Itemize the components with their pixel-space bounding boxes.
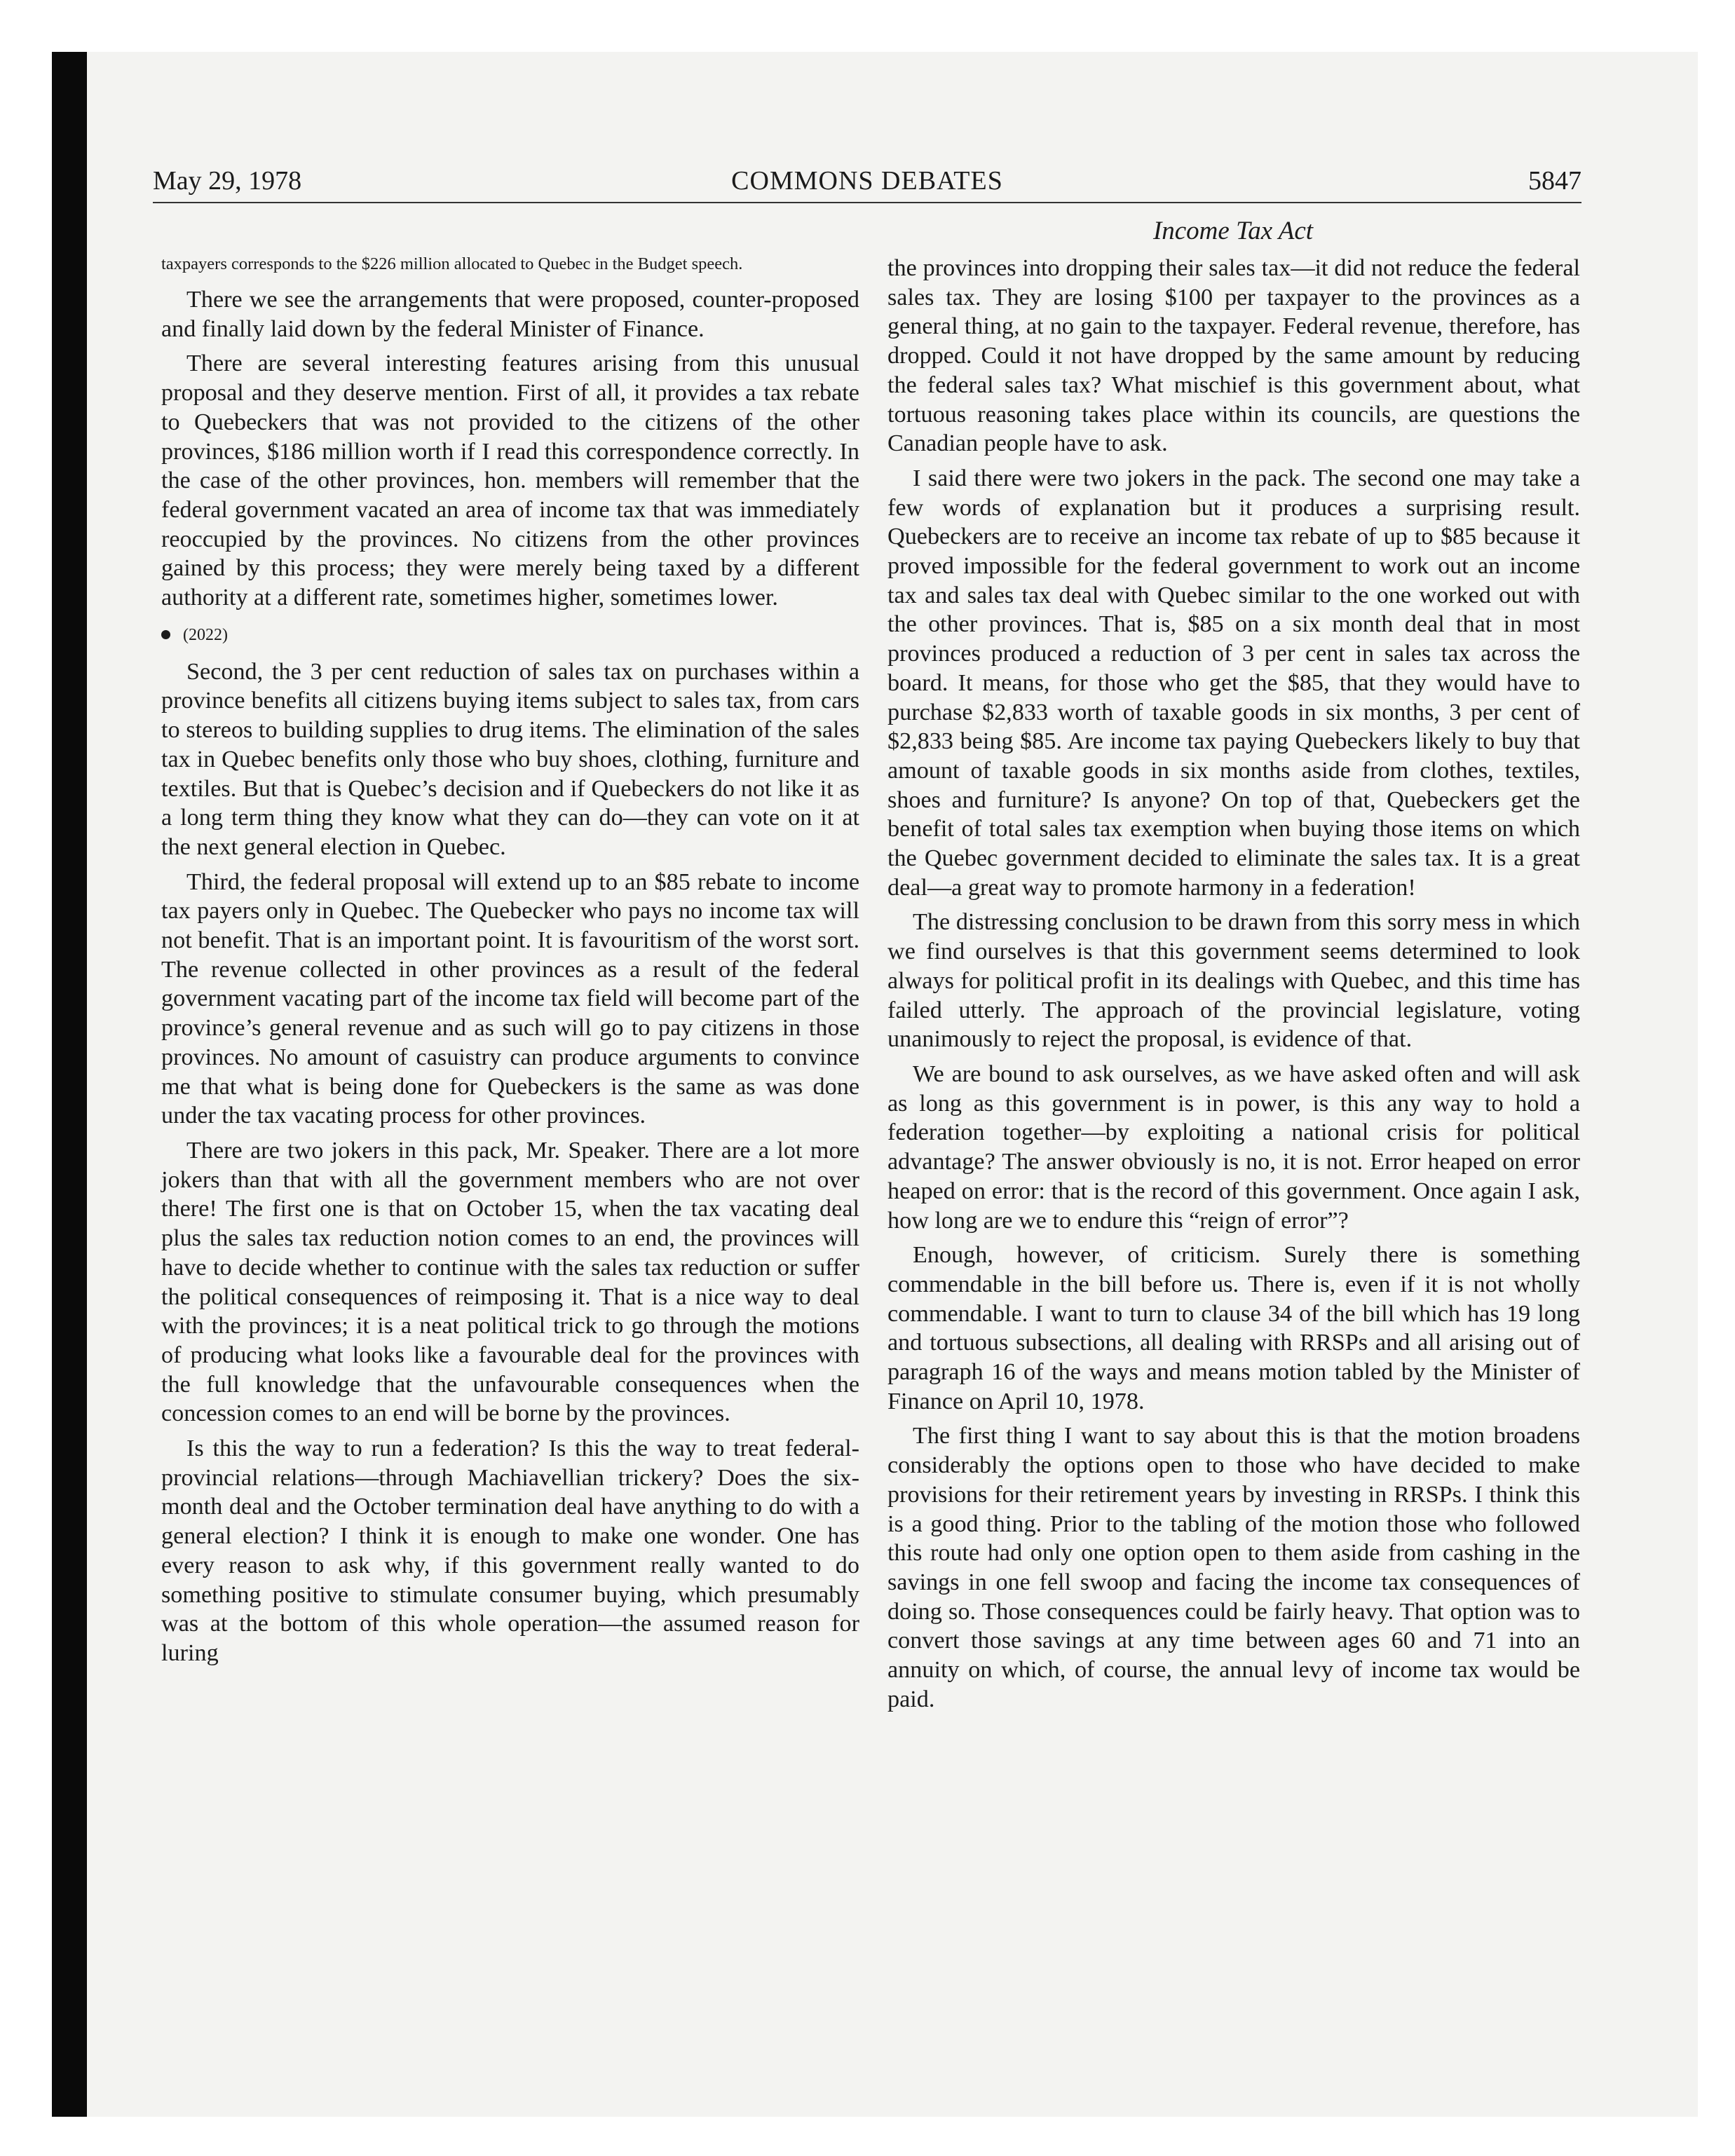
left-column — [161, 252, 859, 1674]
time-marker — [161, 621, 859, 649]
left-intro-paragraph: taxpayers corresponds to the $226 million allocated to Quebec in the Budget speech. — [161, 254, 743, 273]
section-title: Income Tax Act — [1152, 217, 1314, 245]
right-paragraph-1: I said there were two jokers in the pack. The second one may take a few words of explanation but it produces a surprising result. Quebeckers are to receive an income tax rebate of up to $85 because it proved impossible for the federal government to work out an income tax and sales tax deal with Quebec similar to the one worked out with the other provinces. That is, $85 on a six month deal that in most provinces produced a reduction of 3 per cent in sales tax across the board. It means, for those who get the $85, that they would have to purchase $2,833 worth of taxable goods in six months, 3 per cent of $2,833 being $85. Are income tax paying Quebeckers likely to buy that amount of taxable goods in six months aside from clothes, textiles, shoes and furniture? Is anyone? On top of that, Quebeckers get the benefit of total sales tax exemption when buying those items on which the Quebec government decided to eliminate the sales tax. It is a great deal—a great way to promote harmony in a federation! — [887, 465, 1580, 901]
left-paragraph-5: There are two jokers in this pack, Mr. Speaker. There are a lot more jokers than that with all the government members who are not over there! The first one is that on October 15, when the tax vacating deal plus the sales tax reduction notion comes to an end, the provinces will have to decide whether to continue with the sales tax reduction or suffer the political consequences of reimposing it. That is a nice way to deal with the provinces; it is a neat political trick to go through the motions of producing what looks like a favourable deal for the provinces with the full knowledge that the unfavourable consequences when the concession comes to an end will be borne by the provinces. — [161, 1137, 859, 1427]
left-paragraph-3: Second, the 3 per cent reduction of sales tax on purchases within a province benefits all citizens buying items subject to sales tax, from cars to stereos to building supplies to drug items. The elimination of the sales tax in Quebec benefits only those who buy shoes, clothing, furniture and textiles. But that is Quebec’s decision and if Quebeckers do not like it as a long term thing they know what they can do—they can vote on it at the next general election in Quebec. — [161, 658, 859, 860]
right-paragraph-3: We are bound to ask ourselves, as we have asked often and will ask as long as this government is in power, is this any way to hold a federation together—by exploiting a national crisis for political advantage? The answer obviously is no, it is not. Error heaped on error heaped on error: that is the record of this government. Once again I ask, how long are we to endure this “reign of error”? — [887, 1060, 1580, 1234]
running-header — [153, 160, 1581, 203]
right-paragraph-5: The first thing I want to say about this is that the motion broadens considerably the options open to those who have decided to make provisions for their retirement years by investing in RRSPs. I think this is a good thing. Prior to the tabling of the motion those who followed this route had only one option open to them aside from cashing in the savings in one fell swoop and facing the income tax consequences of doing so. Those consequences could be fairly heavy. That option was to convert those savings at any time between ages 60 and 71 into an annuity on which, of course, the annual levy of income tax would be paid. — [887, 1423, 1580, 1712]
right-paragraph-2: The distressing conclusion to be drawn from this sorry mess in which we find ourselves is that this government seems determined to look always for political profit in its dealings with Quebec, and this time has failed utterly. The approach of the provincial legislature, voting unanimously to reject the proposal, is evidence of that. — [887, 909, 1580, 1053]
time-marker-label: (2022) — [183, 625, 228, 644]
header-date: May 29, 1978 — [153, 166, 302, 196]
left-paragraph-1: There we see the arrangements that were proposed, counter-proposed and finally laid down by the federal Minister of Finance. — [161, 287, 859, 342]
scan-margin — [0, 0, 52, 2156]
scan-edge-bar — [52, 52, 87, 2117]
right-paragraph-0: the provinces into dropping their sales tax—it did not reduce the federal sales tax. They are losing $100 per taxpayer to the provinces as a general thing, at no gain to the taxpayer. Federal revenue, therefore, has dropped. Could it not have dropped by the same amount by reducing the federal sales tax? What mischief is this government about, what tortuous reasoning takes place within its councils, are questions the Canadian people have to ask. — [887, 255, 1580, 457]
right-paragraph-4: Enough, however, of criticism. Surely there is something commendable in the bill before us. There is, even if it is not wholly commendable. I want to turn to clause 34 of the bill which has 19 long and tortuous subsections, all dealing with RRSPs and all arising out of paragraph 16 of the ways and means motion tabled by the Minister of Finance on April 10, 1978. — [887, 1242, 1580, 1414]
right-column — [887, 254, 1580, 1719]
left-paragraph-6: Is this the way to run a federation? Is this the way to treat federal-provincial relations—through Machiavellian trickery? Does the six-month deal and the October termination deal have anything to do with a general election? I think it is enough to make one wonder. One has every reason to ask why, if this government really wanted to do something positive to stimulate consumer buying, which presumably was at the bottom of this whole operation—the assumed reason for luring — [161, 1435, 859, 1666]
header-title: COMMONS DEBATES — [731, 166, 1003, 196]
left-paragraph-4: Third, the federal proposal will extend up to an $85 rebate to income tax payers only in Quebec. The Quebecker who pays no income tax will not benefit. That is an important point. It is favouritism of the worst sort. The revenue collected in other provinces as a result of the federal government vacating part of the income tax field will become part of the province’s general revenue and as such will go to pay citizens in those provinces. No amount of casuistry can produce arguments to convince me that what is being done for Quebeckers is the same as was done under the tax vacating process for other provinces. — [161, 868, 859, 1129]
bullet-icon — [161, 630, 170, 639]
left-paragraph-2: There are several interesting features arising from this unusual proposal and they deserve mention. First of all, it provides a tax rebate to Quebeckers that was not provided to the citizens of the other provinces, $186 million worth if I read this correspondence correctly. In the case of the other provinces, hon. members will remember that the federal government vacated an area of income tax that was immediately reoccupied by the provinces. No citizens from the other provinces gained by this process; they were merely being taxed by a different authority at a different rate, sometimes higher, sometimes lower. — [161, 350, 859, 611]
header-page-number: 5847 — [1528, 166, 1581, 196]
